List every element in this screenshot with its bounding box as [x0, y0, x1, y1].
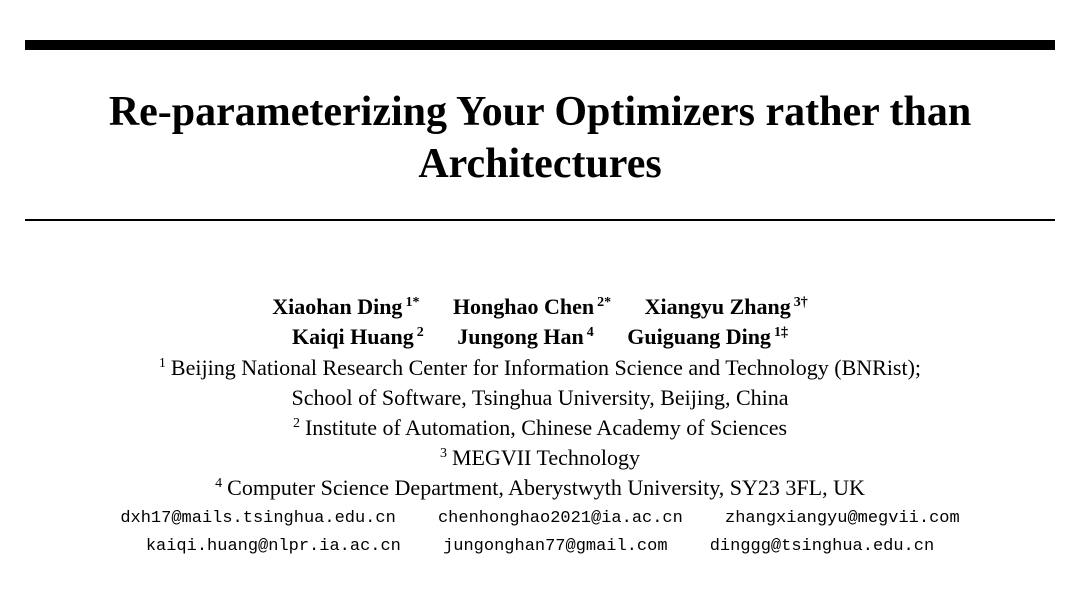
top-rule — [25, 40, 1055, 50]
author-name: Xiaohan Ding — [272, 294, 403, 319]
author-name: Honghao Chen — [452, 294, 595, 319]
title-line-1: Re-parameterizing Your Optimizers rather than — [108, 89, 972, 135]
paper-title — [25, 86, 1055, 190]
affiliation-mark: 2 — [292, 415, 300, 431]
author-mark: 2* — [597, 294, 612, 310]
email-line-2 — [25, 533, 1055, 561]
email-list — [25, 505, 1055, 561]
author — [627, 322, 788, 352]
affiliation — [25, 473, 1055, 503]
author-name: Xiangyu Zhang — [644, 294, 791, 319]
author-line-2 — [25, 322, 1055, 352]
author-mark: 1‡ — [773, 324, 788, 340]
author-mark: 2 — [416, 324, 424, 340]
affiliation-text: Beijing National Research Center for Information Science and Technology (BNRist); — [170, 355, 922, 380]
author-name: Kaiqi Huang — [292, 324, 414, 349]
author-line-1 — [25, 292, 1055, 322]
title-bottom-rule — [25, 219, 1055, 221]
author-mark: 3† — [793, 294, 808, 310]
email-address[interactable]: kaiqi.huang@nlpr.ia.ac.cn — [145, 537, 401, 556]
email-address[interactable]: chenhonghao2021@ia.ac.cn — [437, 509, 683, 528]
email-address[interactable]: dinggg@tsinghua.edu.cn — [709, 537, 935, 556]
affiliation-list — [25, 353, 1055, 503]
affiliation-mark: 3 — [439, 445, 447, 461]
author-list — [25, 292, 1055, 352]
email-address[interactable]: dxh17@mails.tsinghua.edu.cn — [120, 509, 396, 528]
affiliation-text: Institute of Automation, Chinese Academy of Sciences — [304, 415, 788, 440]
affiliation-text: School of Software, Tsinghua University, Beijing, China — [291, 385, 789, 410]
author-mark: 4 — [586, 324, 594, 340]
affiliation — [25, 413, 1055, 443]
affiliation — [25, 443, 1055, 473]
author — [453, 292, 611, 322]
affiliation-text: MEGVII Technology — [451, 445, 641, 470]
author — [645, 292, 808, 322]
affiliation-mark: 1 — [158, 355, 166, 371]
affiliation-text: Computer Science Department, Aberystwyth University, SY23 3FL, UK — [227, 475, 865, 500]
email-address[interactable]: zhangxiangyu@megvii.com — [725, 509, 960, 528]
author-name: Guiguang Ding — [627, 324, 771, 349]
email-line-1 — [25, 505, 1055, 533]
affiliation — [25, 383, 1055, 413]
author — [272, 292, 419, 322]
author — [292, 322, 424, 352]
affiliation-mark: 4 — [215, 475, 223, 491]
author-name: Jungong Han — [457, 324, 584, 349]
title-line-2: Architectures — [418, 141, 662, 187]
email-address[interactable]: jungonghan77@gmail.com — [443, 537, 668, 556]
affiliation — [25, 353, 1055, 383]
author-mark: 1* — [405, 294, 420, 310]
author — [457, 322, 594, 352]
